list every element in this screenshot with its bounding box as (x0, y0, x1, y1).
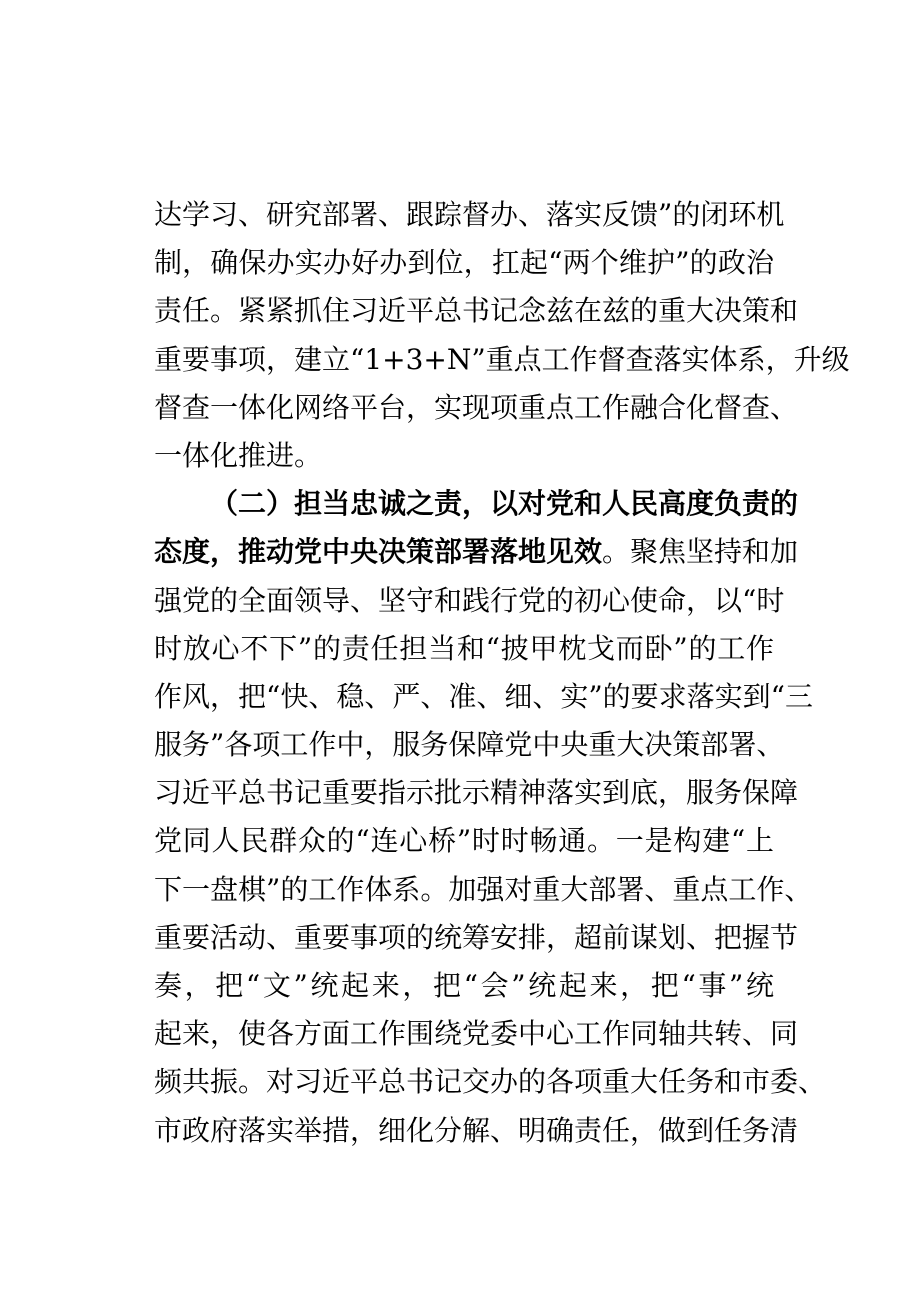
text-line: 一体化推进。 (154, 438, 323, 472)
section-heading-continued: 态度，推动党中央决策部署落地见效 (154, 535, 603, 569)
text-line: 习近平总书记重要指示批示精神落实到底，服务保障 (154, 776, 799, 810)
body-text (154, 191, 850, 1155)
text-line: 达学习、研究部署、跟踪督办、落实反馈”的闭环机 (154, 198, 785, 231)
text-line: 制，确保办实办好办到位，扛起“两个维护”的政治 (154, 246, 774, 280)
text-line: 奏，把“文”统起来，把“会”统起来，把“事”统 (154, 969, 774, 1002)
text-line: 下一盘棋”的工作体系。加强对重大部署、重点工作、 (154, 872, 813, 906)
text-line: 党同人民群众的“连心桥”时时畅通。一是构建“上 (154, 824, 774, 858)
text-line: 频共振。对习近平总书记交办的各项重大任务和市委、 (154, 1065, 827, 1099)
text-line: 督查一体化网络平台，实现项重点工作融合化督查、 (154, 390, 799, 424)
text-line: 服务”各项工作中，服务保障党中央重大决策部署、 (154, 728, 785, 762)
text-line: 市政府落实举措，细化分解、明确责任，做到任务清 (154, 1113, 799, 1147)
text-line: 时放心不下”的责任担当和“披甲枕戈而卧”的工作 (154, 631, 774, 665)
heading-line-rest: 。聚焦坚持和加 (602, 535, 799, 569)
text-line: 起来，使各方面工作围绕党委中心工作同轴共转、同 (154, 1017, 799, 1051)
text-line (154, 528, 799, 576)
text-line: 重要活动、重要事项的统筹安排，超前谋划、把握节 (154, 920, 799, 954)
text-line: 强党的全面领导、坚守和践行党的初心使命，以“时 (154, 583, 785, 617)
section-heading: （二）担当忠诚之责，以对党和人民高度负责的 (210, 487, 799, 521)
text-line: 重要事项，建立“1+3+N”重点工作督查落实体系，升级 (154, 342, 850, 376)
text-line: 责任。紧紧抓住习近平总书记念兹在兹的重大决策和 (154, 294, 799, 328)
text-line: 作风，把“快、稳、严、准、细、实”的要求落实到“三 (154, 679, 813, 713)
